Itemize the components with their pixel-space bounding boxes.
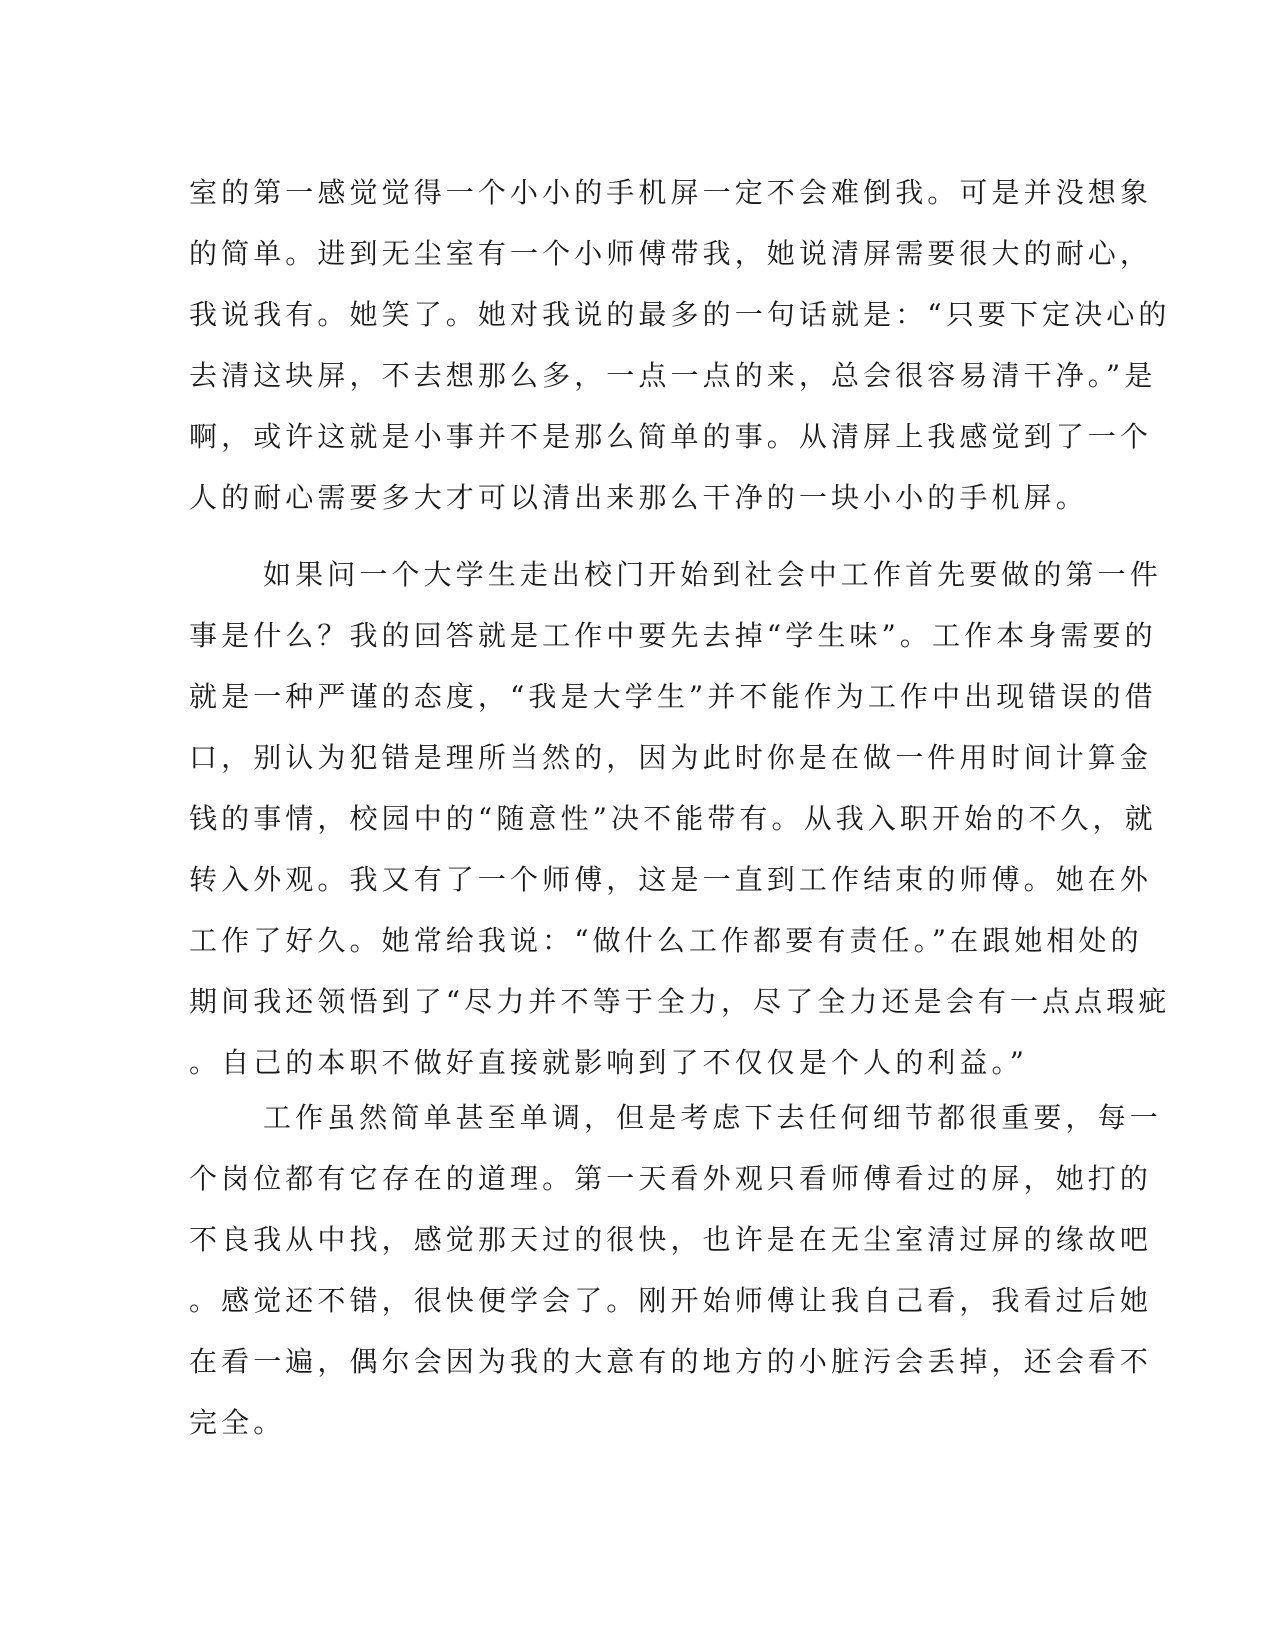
paragraph-line: 期间我还领悟到了“尽力并不等于全力，尽了全力还是会有一点点瑕疵 (189, 985, 1171, 1018)
paragraph-line: 口，别认为犯错是理所当然的，因为此时你是在做一件用时间计算金 (189, 741, 1153, 774)
paragraph-line: 工作了好久。她常给我说：“做什么工作都要有责任。”在跟她相处的 (189, 924, 1143, 957)
paragraph-line: 我说我有。她笑了。她对我说的最多的一句话就是：“只要下定决心的 (189, 298, 1171, 331)
paragraph-line: 个岗位都有它存在的道理。第一天看外观只看师傅看过的屏，她打的 (189, 1162, 1153, 1195)
paragraph-line: 啊，或许这就是小事并不是那么简单的事。从清屏上我感觉到了一个 (189, 420, 1153, 453)
paragraph-line: 室的第一感觉觉得一个小小的手机屏一定不会难倒我。可是并没想象 (189, 176, 1153, 209)
paragraph-line: 转入外观。我又有了一个师傅，这是一直到工作结束的师傅。她在外 (189, 863, 1153, 896)
paragraph-line: 事是什么？我的回答就是工作中要先去掉“学生味”。工作本身需要的 (189, 619, 1157, 652)
paragraph-line: 就是一种严谨的态度，“我是大学生”并不能作为工作中出现错误的借 (189, 680, 1157, 713)
paragraph-line: 人的耐心需要多大才可以清出来那么干净的一块小小的手机屏。 (189, 481, 1088, 514)
paragraph-3 (189, 1087, 1162, 1453)
paragraph-2 (189, 544, 1170, 1093)
paragraph-line: 如果问一个大学生走出校门开始到社会中工作首先要做的第一件 (263, 558, 1162, 591)
paragraph-line: 。感觉还不错，很快便学会了。刚开始师傅让我自己看，我看过后她 (189, 1284, 1153, 1317)
paragraph-line: 完全。 (189, 1406, 286, 1439)
paragraph-1 (189, 162, 1170, 528)
paragraph-line: 工作虽然简单甚至单调，但是考虑下去任何细节都很重要，每一 (263, 1101, 1162, 1134)
paragraph-line: 的简单。进到无尘室有一个小师傅带我，她说清屏需要很大的耐心， (189, 237, 1153, 270)
paragraph-line: 不良我从中找，感觉那天过的很快，也许是在无尘室清过屏的缘故吧 (189, 1223, 1153, 1256)
paragraph-line: 钱的事情，校园中的“随意性”决不能带有。从我入职开始的不久，就 (189, 802, 1157, 835)
paragraph-line: 去清这块屏，不去想那么多，一点一点的来，总会很容易清干净。”是 (189, 359, 1157, 392)
paragraph-line: 在看一遍，偶尔会因为我的大意有的地方的小脏污会丢掉，还会看不 (189, 1345, 1153, 1378)
paragraph-line: 。自己的本职不做好直接就影响到了不仅仅是个人的利益。” (189, 1046, 1029, 1079)
